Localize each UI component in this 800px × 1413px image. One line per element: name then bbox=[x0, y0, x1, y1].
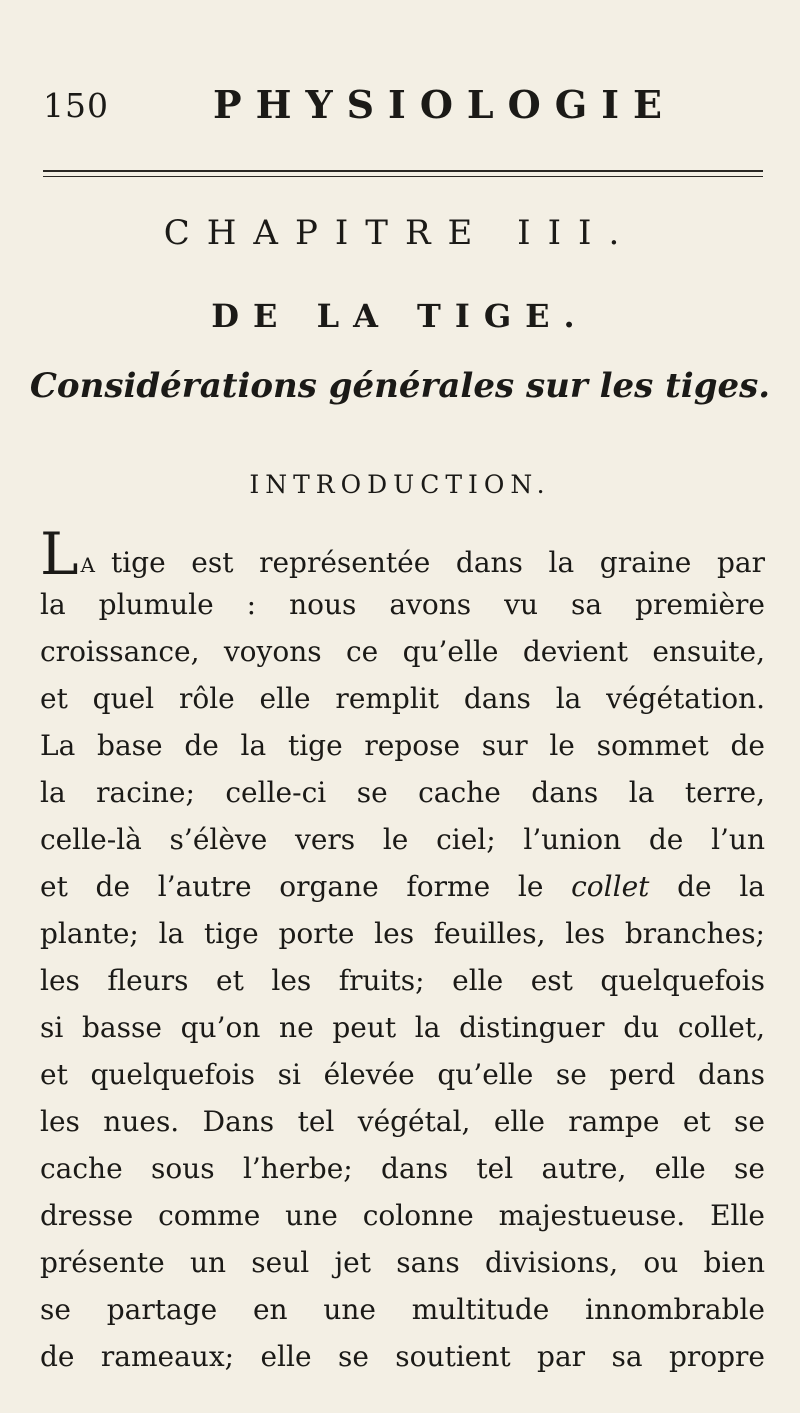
text-line bbox=[40, 863, 765, 910]
drop-cap: L bbox=[40, 520, 79, 588]
chapter-heading: CHAPITRE III. bbox=[163, 213, 637, 253]
text-line: si basse qu’on ne peut la distinguer du collet, bbox=[40, 1011, 765, 1044]
text-line bbox=[40, 520, 765, 588]
body-text bbox=[40, 520, 765, 1380]
subtitle-heading: Considérations générales sur les tiges. bbox=[29, 366, 771, 406]
running-head bbox=[43, 82, 763, 132]
text-line-content: et de l’autre organe forme le bbox=[40, 870, 544, 903]
text-line: présente un seul jet sans divisions, ou bien bbox=[40, 1246, 765, 1279]
text-line: les nues. Dans tel végétal, elle rampe et se bbox=[40, 1105, 765, 1138]
drop-cap-small: A bbox=[80, 553, 97, 577]
text-line: plante; la tige porte les feuilles, les branches; bbox=[40, 917, 765, 950]
text-line: de rameaux; elle se soutient par sa propre bbox=[40, 1340, 765, 1373]
text-line: les fleurs et les fruits; elle est quelquefois bbox=[40, 964, 765, 997]
text-line: La base de la tige repose sur le sommet de bbox=[40, 729, 765, 762]
header-rule bbox=[43, 170, 763, 172]
text-line: celle-là s’élève vers le ciel; l’union de l’un bbox=[40, 823, 765, 856]
text-line: se partage en une multitude innombrable bbox=[40, 1293, 765, 1326]
text-line: et quel rôle elle remplit dans la végétation. bbox=[40, 682, 765, 715]
text-line: la plumule : nous avons vu sa première bbox=[40, 588, 765, 621]
section-heading: DE LA TIGE. bbox=[211, 297, 589, 335]
text-line: et quelquefois si élevée qu’elle se perd dans bbox=[40, 1058, 765, 1091]
introduction-heading: INTRODUCTION. bbox=[249, 470, 551, 499]
header-rule-thin bbox=[43, 176, 763, 177]
text-line-content: tige est représentée dans la graine par bbox=[110, 546, 765, 579]
text-line: la racine; celle-ci se cache dans la terre, bbox=[40, 776, 765, 809]
text-line-content: de la bbox=[677, 870, 765, 903]
italic-term-collet: collet bbox=[571, 870, 650, 903]
text-line: croissance, voyons ce qu’elle devient ensuite, bbox=[40, 635, 765, 668]
text-line: dresse comme une colonne majestueuse. Elle bbox=[40, 1199, 765, 1232]
running-title: PHYSIOLOGIE bbox=[213, 82, 676, 127]
text-line: cache sous l’herbe; dans tel autre, elle se bbox=[40, 1152, 765, 1185]
page-number: 150 bbox=[43, 86, 109, 125]
